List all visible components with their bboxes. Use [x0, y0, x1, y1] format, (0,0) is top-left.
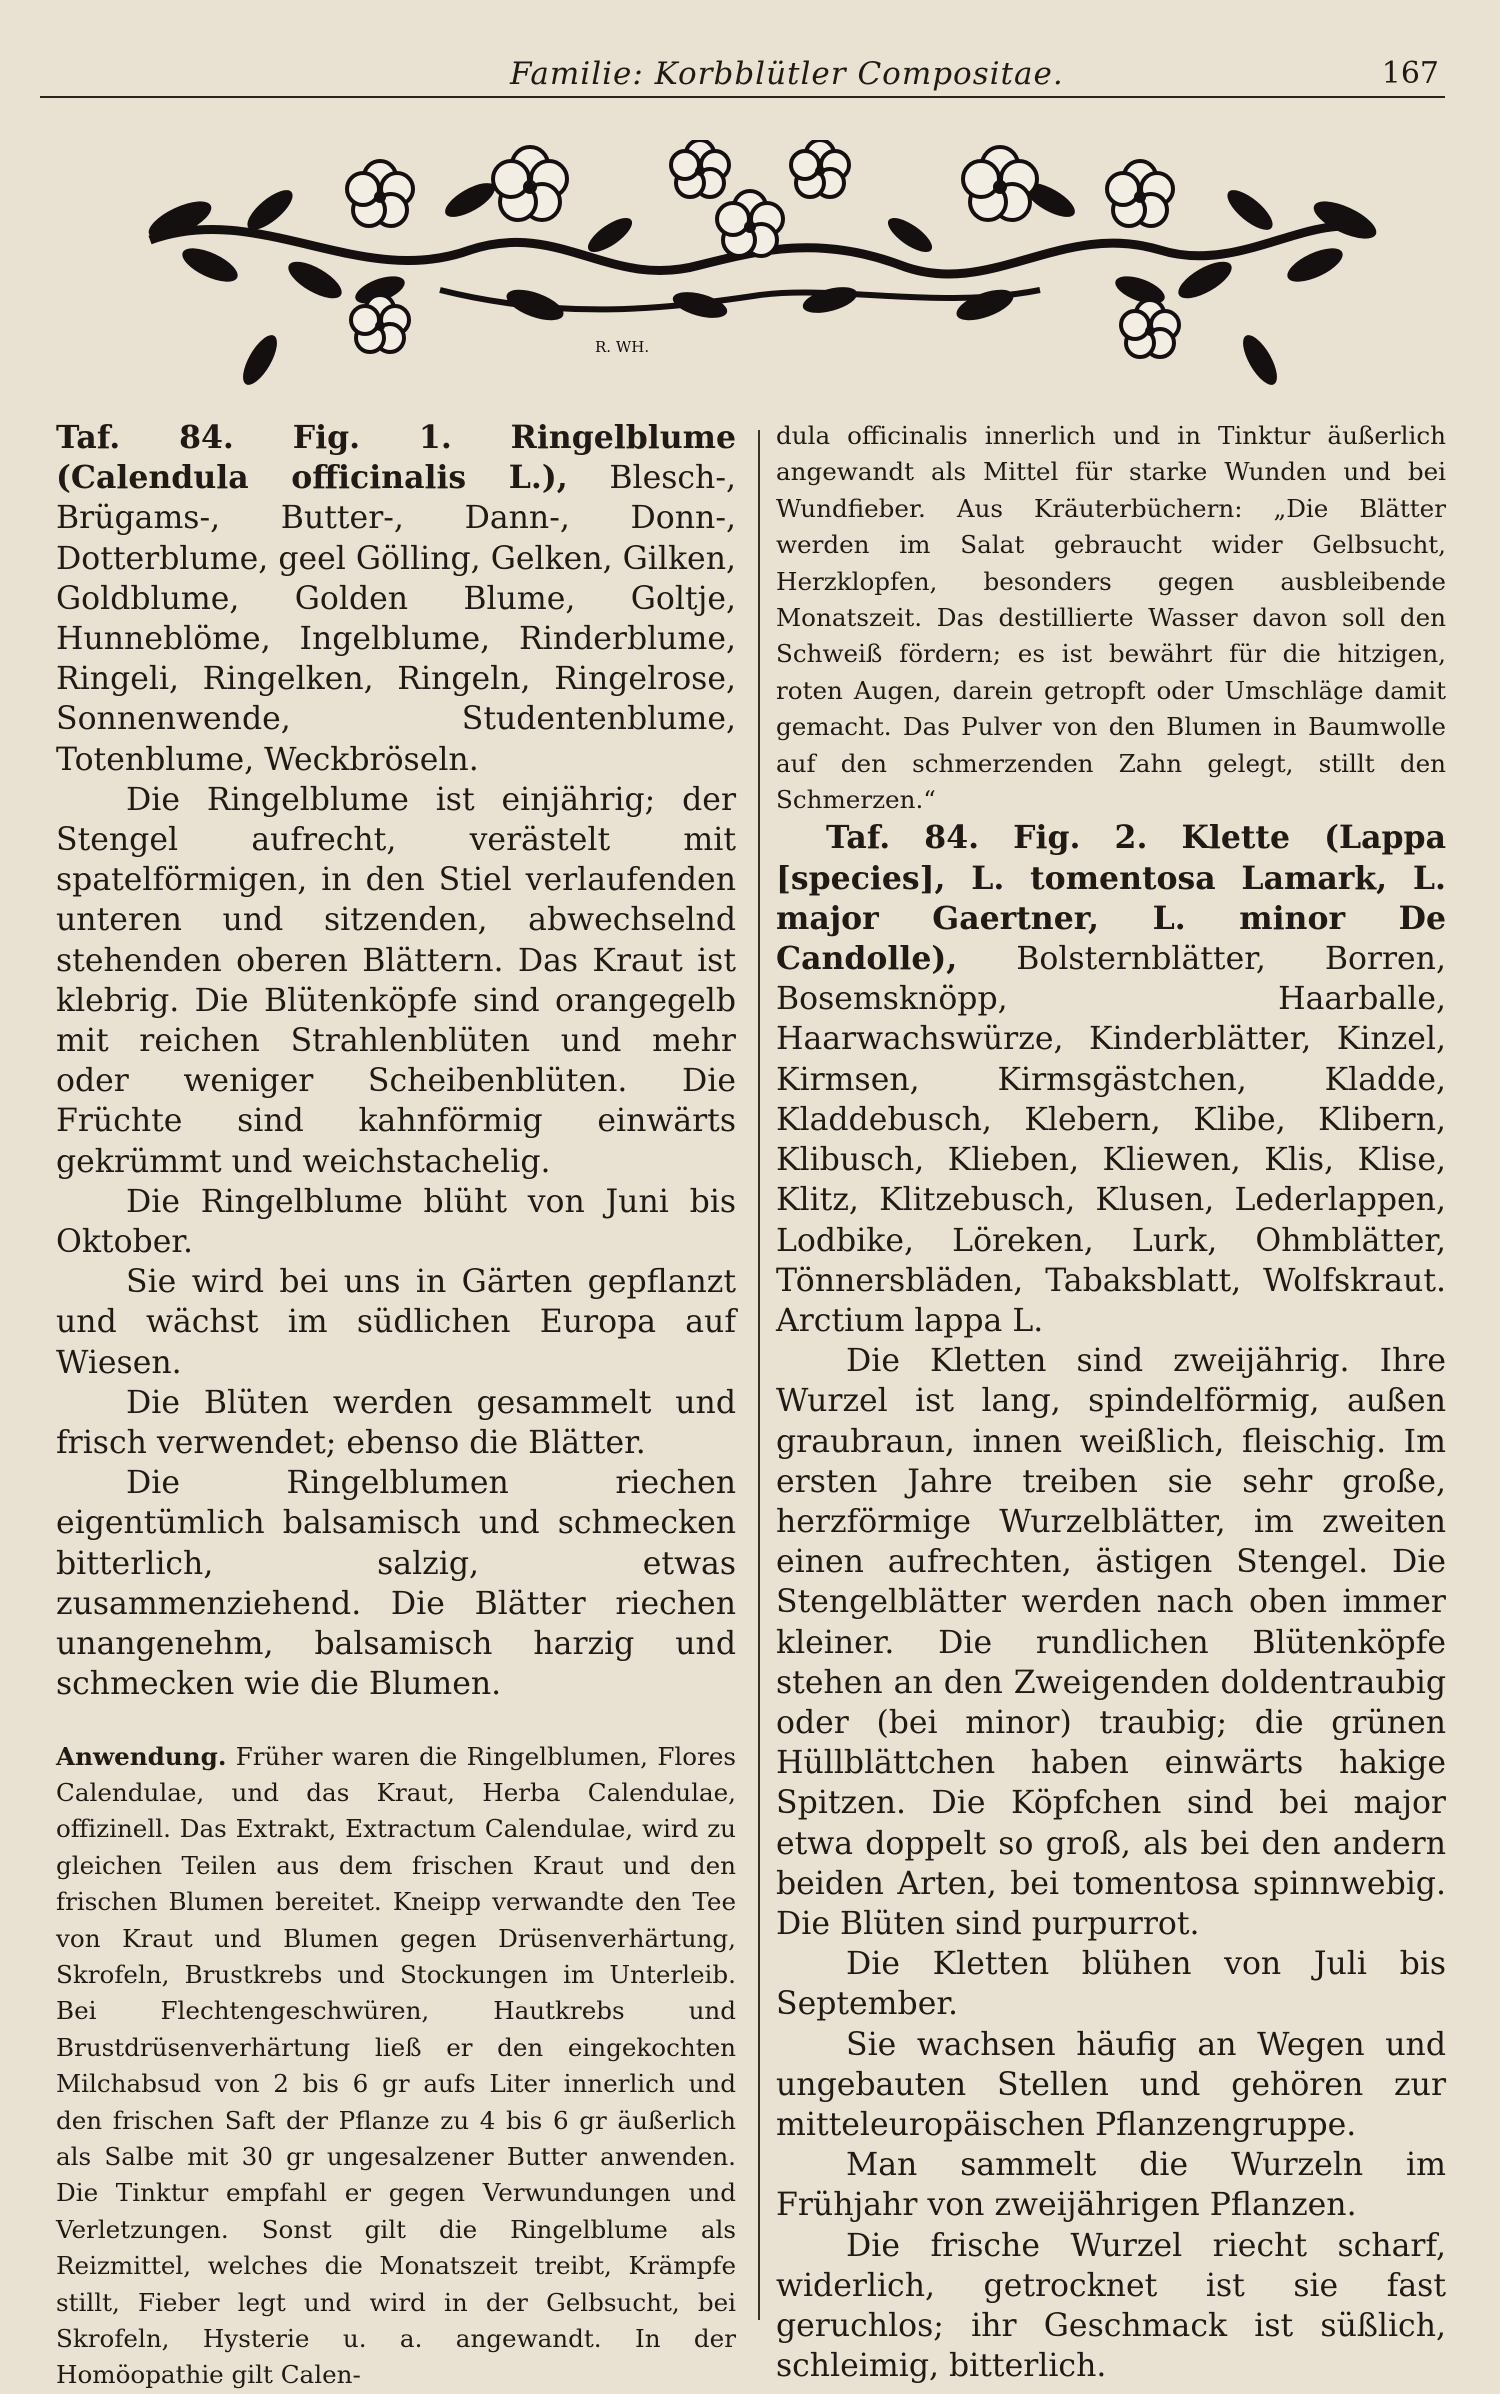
running-head — [40, 50, 1445, 98]
entry-ringelblume — [56, 418, 736, 780]
entry-vernacular-names: Blesch-, Brügams-, Butter-, Dann-, Donn-, Dotterblume, geel Gölling, Gelken, Gilken, Goldblume, Golden Blume, Goltje, Hunneblöme, Ingelblume, Rinderblume, Ringeli, Ringelken, Ringeln, Ringelrose, Sonnenwende, Studentenblume, Totenblume, Weckbröseln. — [56, 460, 736, 778]
right-column — [776, 418, 1446, 2386]
paragraph: Die Ringelblume blüht von Juni bis Oktober. — [56, 1183, 736, 1261]
paragraph: Die Blüten werden gesammelt und frisch verwendet; ebenso die Blätter. — [56, 1384, 736, 1462]
paragraph: Sie wird bei uns in Gärten gepflanzt und wächst im südlichen Europa auf Wiesen. — [56, 1264, 736, 1381]
entry-klette — [776, 818, 1446, 1341]
paragraph: Die Ringelblume ist einjährig; der Stengel aufrecht, verästelt mit spatelförmigen, in den Stiel verlaufenden unteren und sitzenden, abwechselnd stehenden oberen Blättern. Das Kraut ist klebrig. Die Blütenköpfe sind orangegelb mit reichen Strahlenblüten und mehr oder weniger Scheibenblüten. Die Früchte sind kahnförmig einwärts gekrümmt und weichstachelig. — [56, 781, 736, 1180]
paragraph: Die Ringelblumen riechen eigentümlich balsamisch und schmecken bitterlich, salzig, etwas zusammenziehend. Die Blätter riechen unangenehm, balsamisch harzig und schmecken wie die Blumen. — [56, 1465, 736, 1703]
use-heading: Anwendung. — [56, 1741, 227, 1771]
entry-heading: Taf. 84. Fig. 2. Klette (Lappa [species], L. tomentosa Lamark, L. major Gaertner, L. minor De Candolle), — [776, 819, 1446, 978]
paragraph: Man sammelt die Wurzeln im Frühjahr von zweijährigen Pflanzen. — [776, 2147, 1446, 2224]
paragraph: Die Kletten blühen von Juli bis September. — [776, 1946, 1446, 2023]
paragraph: Sie wachsen häufig an Wegen und ungebauten Stellen und gehören zur mitteleuropäischen Pflanzengruppe. — [776, 2026, 1446, 2143]
use-section — [56, 1739, 736, 2394]
column-divider — [758, 430, 760, 2320]
use-text: Früher waren die Ringelblumen, Flores Calendulae, und das Kraut, Herba Calendulae, offizinell. Das Extrakt, Extractum Calendulae, wird zu gleichen Teilen aus dem frischen Kraut und den frischen Blumen bereitet. Kneipp verwandte den Tee von Kraut und Blumen gegen Drüsenverhärtung, Skrofeln, Brustkrebs und Stockungen im Unterleib. Bei Flechtengeschwüren, Hautkrebs und Brustdrüsenverhärtung ließ er den eingekochten Milchabsud von 2 bis 6 gr aufs Liter innerlich und den frischen Saft der Pflanze zu 4 bis 6 gr äußerlich als Salbe mit 30 gr ungesalzener Butter anwenden. Die Tinktur empfahl er gegen Verwundungen und Verletzungen. Sonst gilt die Ringelblume als Reizmittel, welches die Monatszeit treibt, Krämpfe stillt, Fieber legt und wird in der Gelbsucht, bei Skrofeln, Hysterie u. a. angewandt. In der Homöopathie gilt Calen- — [56, 1741, 736, 2390]
spacer — [56, 1705, 736, 1739]
family-title: Familie: Korbblütler Compositae. — [510, 56, 1064, 92]
paragraph: Die frische Wurzel riecht scharf, widerlich, getrocknet ist sie fast geruchlos; ihr Geschmack ist süßlich, schleimig, bitterlich. — [776, 2227, 1446, 2385]
left-column — [56, 418, 736, 2394]
floral-vignette-icon — [140, 140, 1380, 395]
paragraph: Die Kletten sind zweijährig. Ihre Wurzel ist lang, spindelförmig, außen graubraun, innen weißlich, fleischig. Im ersten Jahre treiben sie sehr große, herzförmige Wurzelblätter, im zweiten einen aufrechten, ästigen Stengel. Die Stengelblätter werden nach oben immer kleiner. Die rundlichen Blütenköpfe stehen an den Zweigenden doldentraubig oder (bei minor) traubig; die grünen Hüllblättchen haben einwärts hakige Spitzen. Die Köpfchen sind bei major etwa doppelt so groß, als bei den andern beiden Arten, bei tomentosa spinnwebig. Die Blüten sind purpurrot. — [776, 1343, 1446, 1942]
entry-vernacular-names: Bolsternblätter, Borren, Bosemsknöpp, Haarballe, Haarwachswürze, Kinderblätter, Kinzel, Kirmsen, Kirmsgästchen, Kladde, Kladdebusch, Klebern, Klibe, Klibern, Klibusch, Klieben, Kliewen, Klis, Klise, Klitz, Klitzebusch, Klusen, Lederlappen, Lodbike, Löreken, Lurk, Ohmblätter, Tönnersbläden, Tabaksblatt, Wolfskraut. Arctium lappa L. — [776, 941, 1446, 1339]
ornament-signature: R. WH. — [595, 338, 650, 356]
page-number: 167 — [1381, 56, 1439, 91]
entry-heading: Taf. 84. Fig. 1. Ringelblume (Calendula officinalis L.), — [56, 419, 736, 497]
continuation-text: dula officinalis innerlich und in Tinktur äußerlich angewandt als Mittel für starke Wunden und bei Wundfieber. Aus Kräuterbüchern: „Die Blätter werden im Salat gebraucht wider Gelbsucht, Herzklopfen, besonders gegen ausbleibende Monatszeit. Das destillierte Wasser davon soll den Schweiß fördern; es ist bewährt für die hitzigen, roten Augen, darein getropft oder Umschläge damit gemacht. Das Pulver von den Blumen in Baumwolle auf den schmerzenden Zahn gelegt, stillt den Schmerzen.“ — [776, 421, 1446, 815]
